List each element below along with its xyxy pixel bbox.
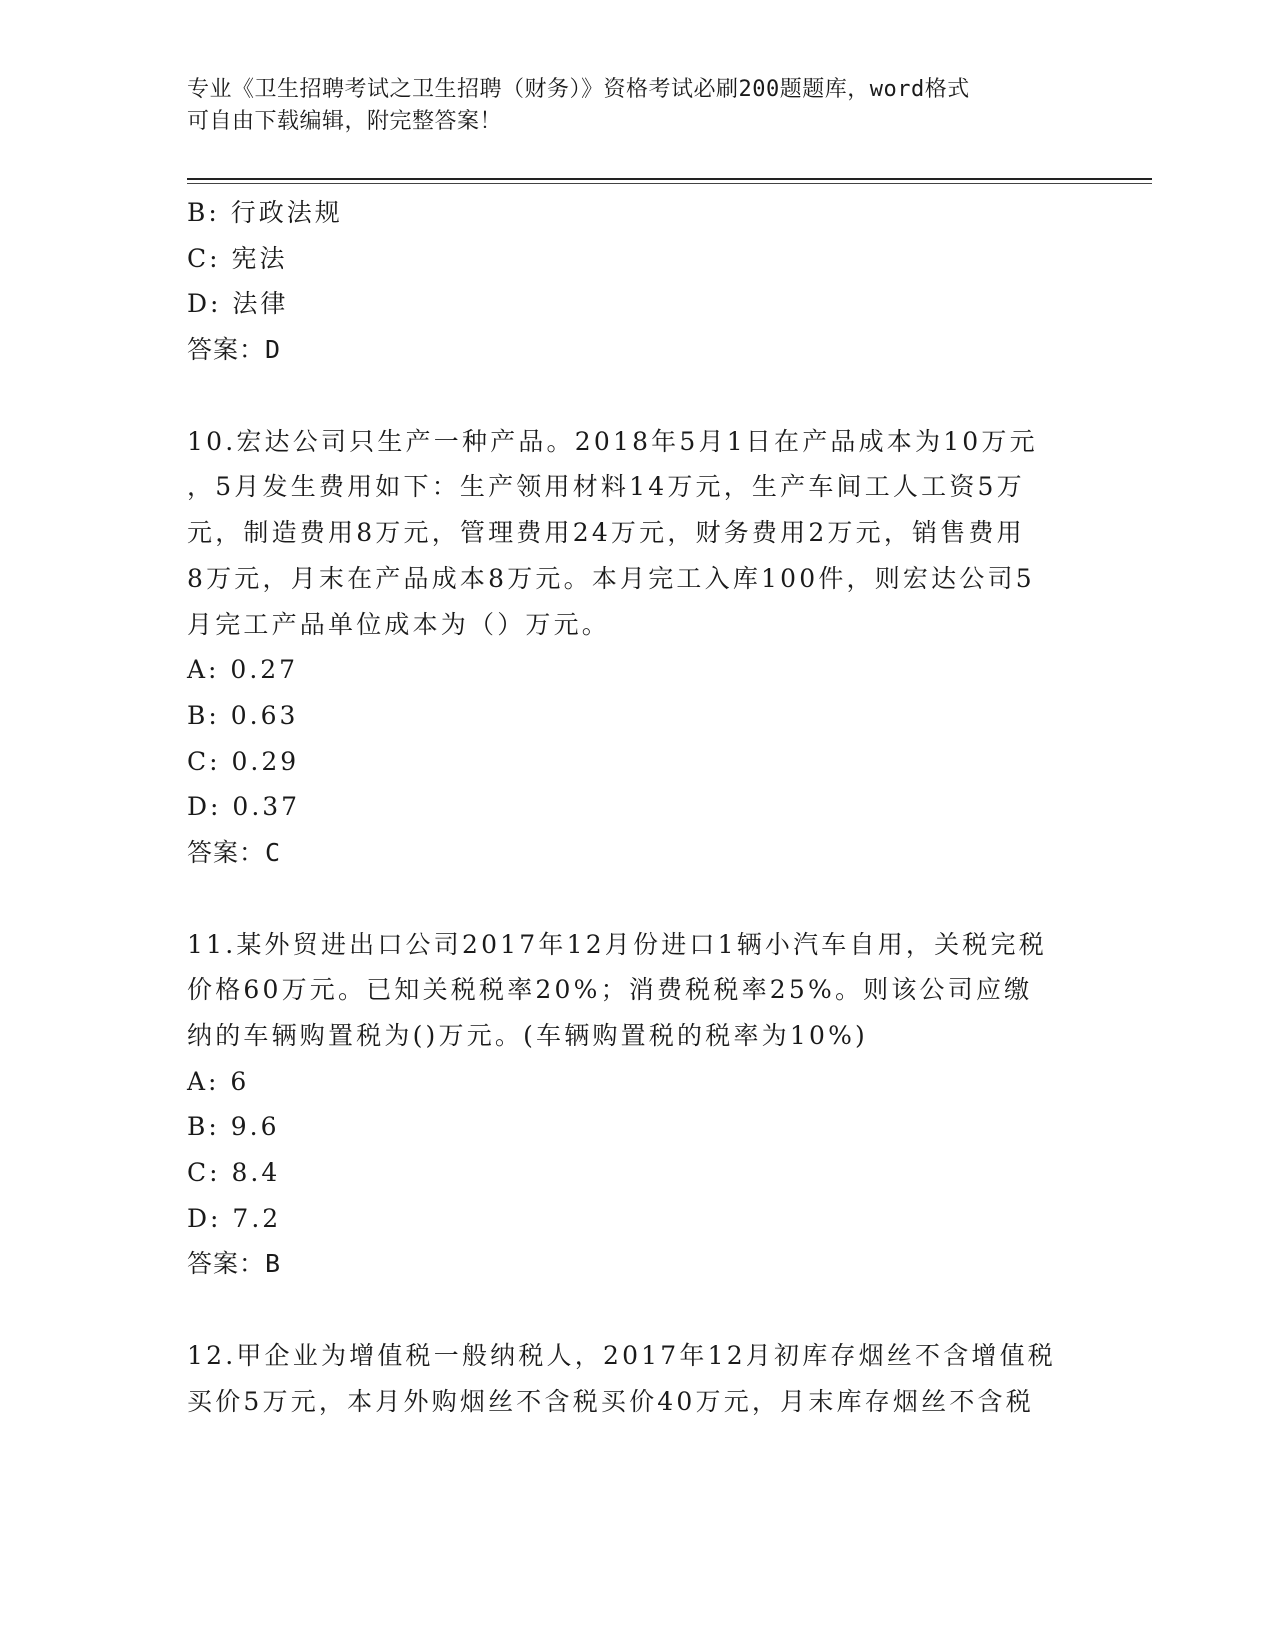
- header-line-2: 可自由下载编辑，附完整答案！: [187, 109, 503, 134]
- question-text-line: 纳的车辆购置税为()万元。(车辆购置税的税率为10%): [187, 1021, 868, 1050]
- question-12: [187, 1333, 1072, 1424]
- question-text-line: 元，制造费用8万元，管理费用24万元，财务费用2万元，销售费用: [187, 518, 1025, 548]
- header-divider-thin: [187, 183, 1152, 184]
- option-a: A: 0.27: [187, 655, 299, 685]
- header-divider-thick: [187, 178, 1152, 180]
- spacer: [187, 373, 1072, 419]
- option-d: D: 0.37: [187, 792, 301, 822]
- option-c: C: 0.29: [187, 746, 300, 776]
- question-10: [187, 419, 1072, 876]
- question-text-line: 10.宏达公司只生产一种产品。2018年5月1日在产品成本为10万元: [187, 426, 1038, 456]
- option-b: B: 0.63: [187, 700, 299, 730]
- question-text-line: 价格60万元。已知关税税率20%；消费税税率25%。则该公司应缴: [187, 975, 1033, 1005]
- option-b: B: 行政法规: [187, 198, 343, 227]
- spacer: [187, 1287, 1072, 1333]
- option-c: C: 8.4: [187, 1158, 281, 1188]
- question-text-line: 11.某外贸进出口公司2017年12月份进口1辆小汽车自用，关税完税: [187, 929, 1047, 959]
- option-a: A: 6: [187, 1066, 250, 1096]
- header-line-1: 专业《卫生招聘考试之卫生招聘（财务）》资格考试必刷200题题库，word格式: [187, 77, 970, 102]
- question-text-line: 8万元，月末在产品成本8万元。本月完工入库100件，则宏达公司5: [187, 563, 1035, 593]
- question-text-line: 月完工产品单位成本为（）万元。: [187, 609, 611, 639]
- question-9-options: [187, 190, 1072, 327]
- spacer: [187, 876, 1072, 922]
- question-text-line: 12.甲企业为增值税一般纳税人，2017年12月初库存烟丝不含增值税: [187, 1341, 1056, 1371]
- document-header: [187, 74, 1067, 138]
- option-b: B: 9.6: [187, 1112, 280, 1142]
- option-d: D: 7.2: [187, 1203, 282, 1233]
- question-11-answer: 答案：B: [187, 1249, 282, 1279]
- option-d: D: 法律: [187, 289, 289, 319]
- question-10-answer: 答案：C: [187, 837, 282, 867]
- question-text-line: 买价5万元，本月外购烟丝不含税买价40万元，月末库存烟丝不含税: [187, 1386, 1034, 1416]
- option-c: C: 宪法: [187, 243, 288, 273]
- question-11: [187, 922, 1072, 1288]
- question-text-line: ，5月发生费用如下：生产领用材料14万元，生产车间工人工资5万: [187, 472, 1025, 502]
- document-body: [187, 190, 1072, 1425]
- question-9-answer: 答案：D: [187, 335, 282, 365]
